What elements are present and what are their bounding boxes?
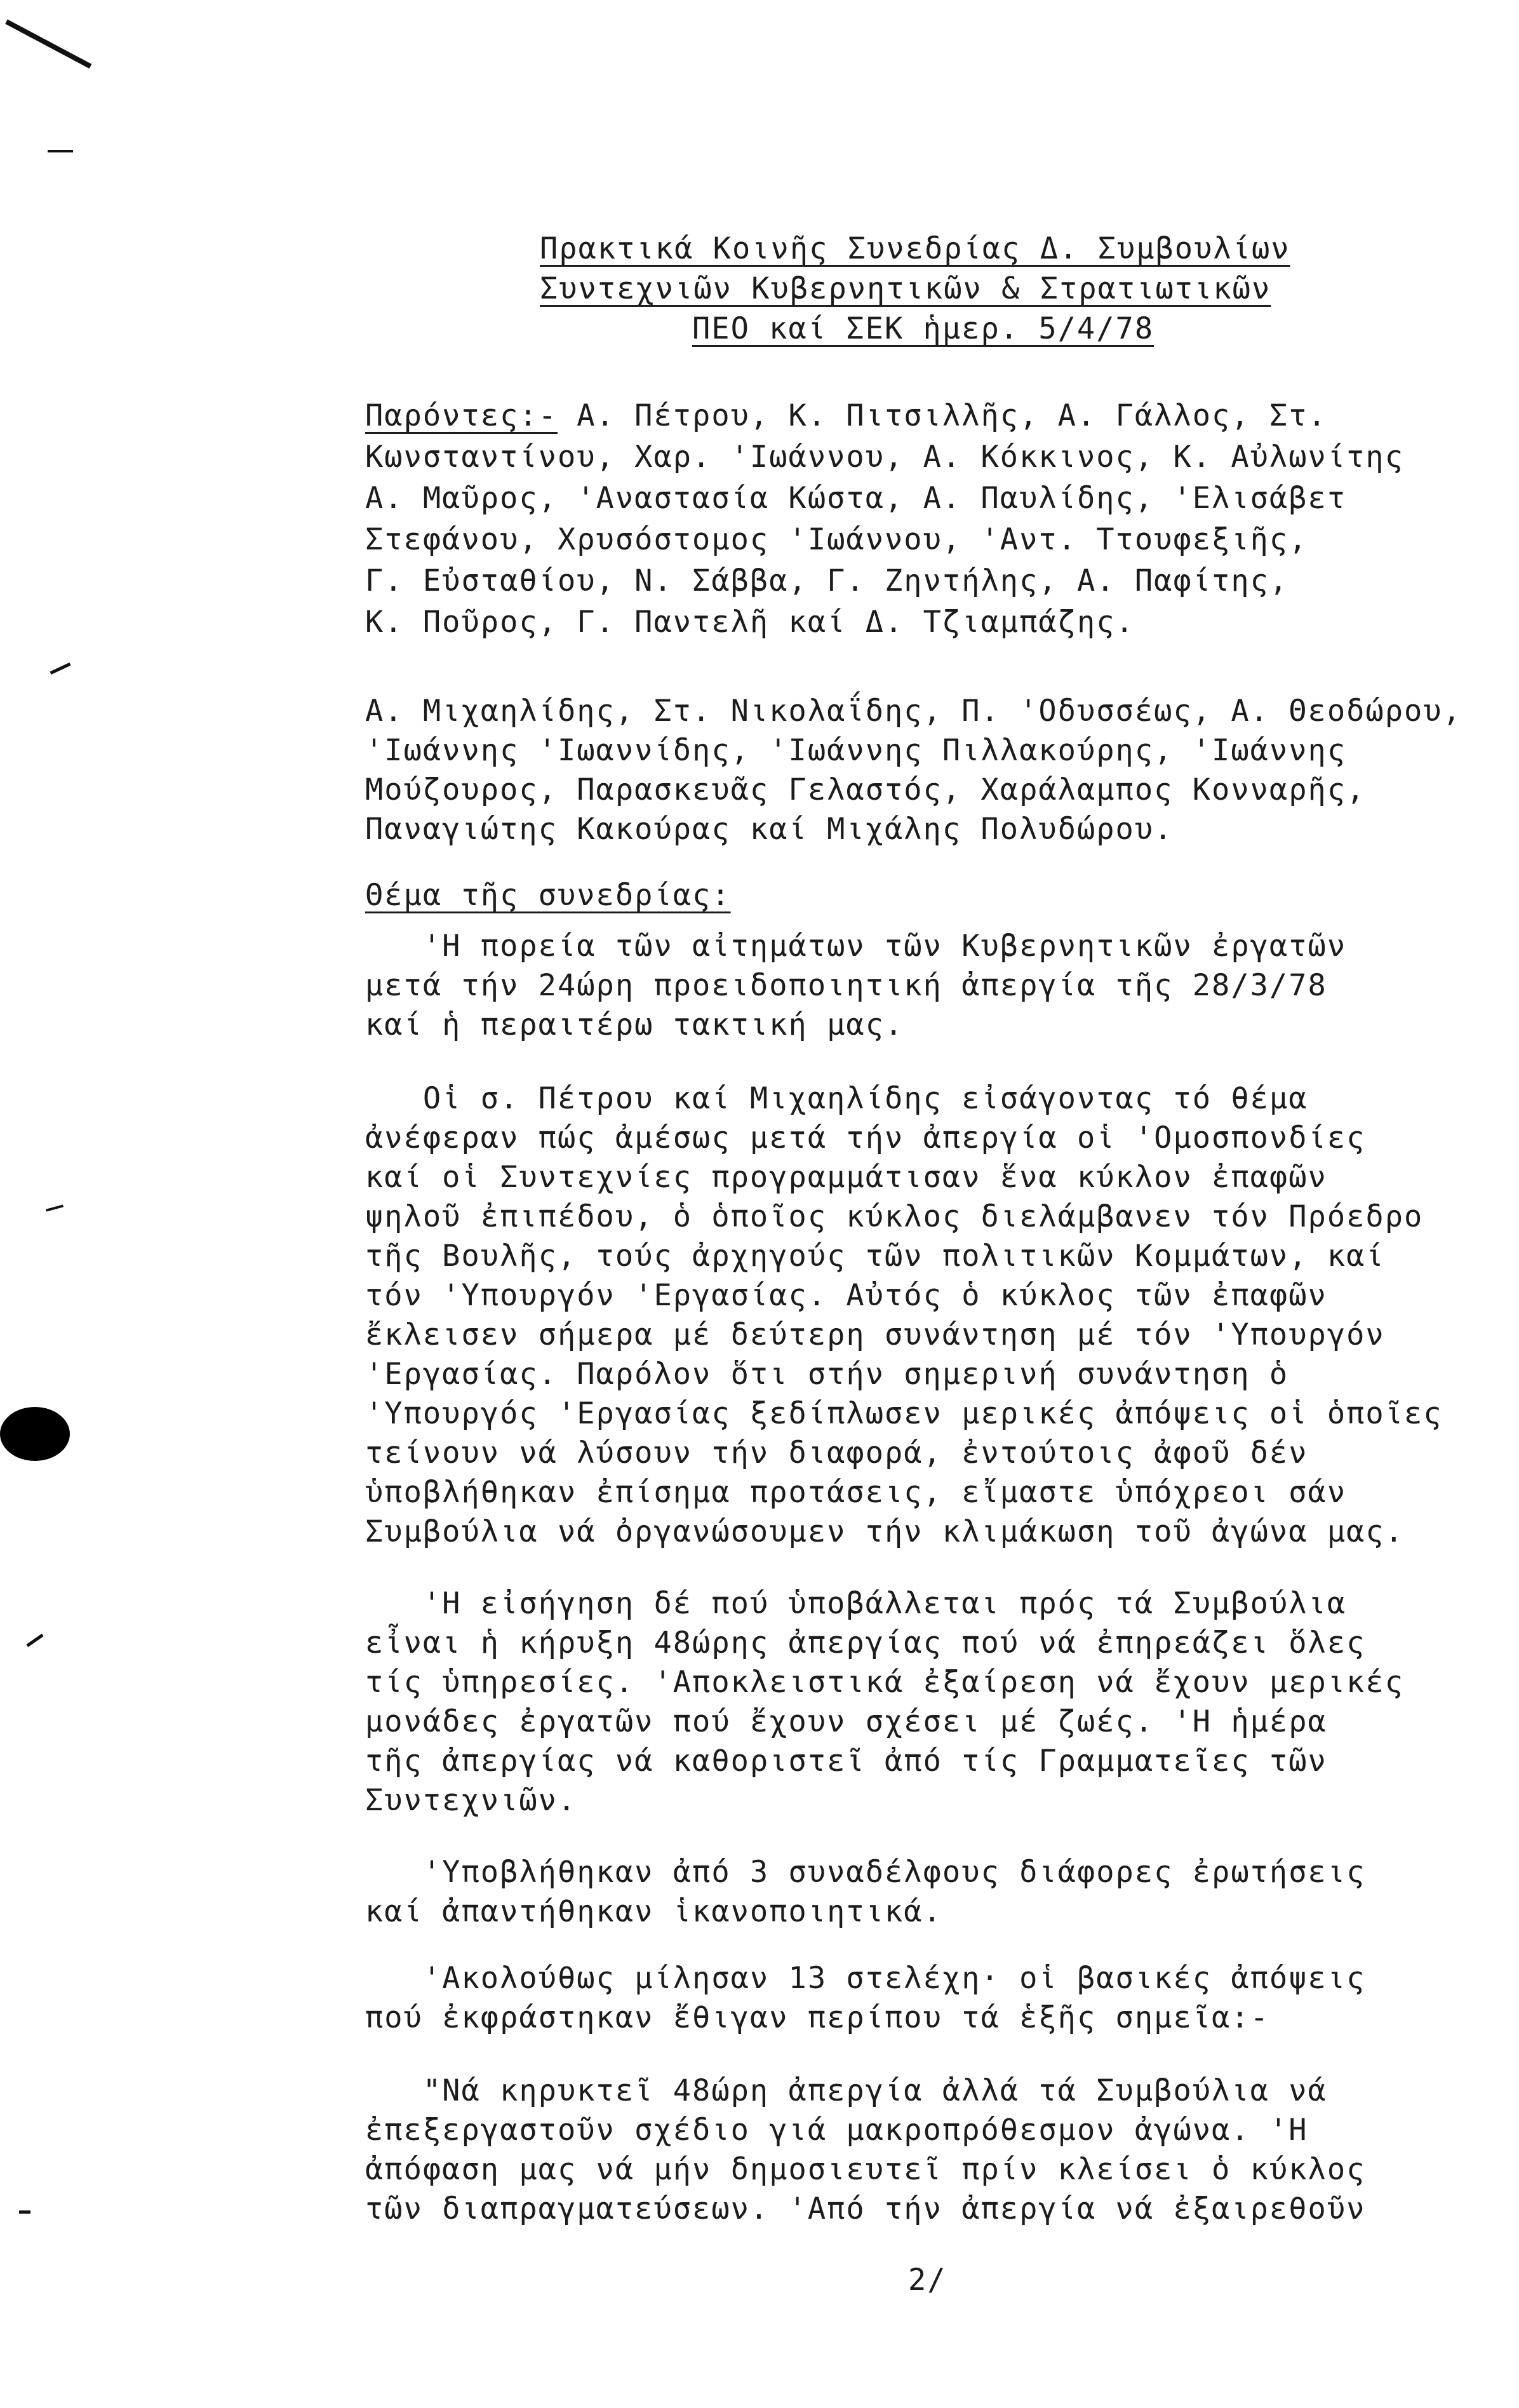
scan-mark-top — [5, 19, 91, 68]
p2-line-6: Συντεχνιῶν. — [365, 1783, 577, 1818]
p1-line-7: ἔκλεισεν σήμερα μέ δεύτερη συνάντηση μέ τόν 'Υπουργόν — [365, 1317, 1385, 1352]
p1-line-3: καί οἱ Συντεχνίες προγραμμάτισαν ἕνα κύκλον ἐπαφῶν — [365, 1160, 1327, 1195]
p1-line-6: τόν 'Υπουργόν 'Εργασίας. Αὐτός ὁ κύκλος τῶν ἐπαφῶν — [365, 1278, 1327, 1313]
present-line-3: Α. Μαῦρος, 'Αναστασία Κώστα, Α. Παυλίδης, 'Ελισάβετ — [365, 481, 1347, 516]
p2-line-5: τῆς ἀπεργίας νά καθοριστεῖ ἀπό τίς Γραμματεῖες τῶν — [365, 1744, 1327, 1779]
p1-line-10: τείνουν νά λύσουν τήν διαφορά, ἐντούτοις ἀφοῦ δέν — [365, 1436, 1308, 1470]
group2-line-4: Παναγιώτης Κακούρας καί Μιχάλης Πολυδώρου. — [365, 812, 1174, 847]
p3-line-1: 'Υποβλήθηκαν ἀπό 3 συναδέλφους διάφορες ἐρωτήσεις — [365, 1855, 1366, 1890]
present-line-1 — [365, 397, 1327, 435]
page-number: 2/ — [908, 2263, 947, 2297]
p5-line-4: τῶν διαπραγματεύσεων. 'Από τήν ἀπεργία νά ἐξαιρεθοῦν — [365, 2191, 1366, 2226]
p2-line-3: τίς ὑπηρεσίες. 'Αποκλειστικά ἐξαίρεση νά ἔχουν μερικές — [365, 1665, 1405, 1700]
group2-line-1: Α. Μιχαηλίδης, Στ. Νικολαΐδης, Π. 'Οδυσσέως, Α. Θεοδώρου, — [365, 694, 1462, 729]
present-line-4: Στεφάνου, Χρυσόστομος 'Ιωάννου, 'Αντ. Ττουφεξιῆς, — [365, 522, 1308, 557]
topic-line-1: 'Η πορεία τῶν αἰτημάτων τῶν Κυβερνητικῶν ἐργατῶν — [365, 929, 1347, 964]
p1-line-4: ψηλοῦ ἐπιπέδου, ὁ ὁποῖος κύκλος διελάμβανεν τόν Πρόεδρο — [365, 1199, 1424, 1234]
topic-line-2: μετά τήν 24ώρη προειδοποιητική ἀπεργία τῆς 28/3/78 — [365, 968, 1327, 1003]
scan-mark-y — [26, 1634, 43, 1647]
scan-mark-bottom — [19, 2210, 30, 2214]
p2-line-2: εἶναι ἡ κήρυξη 48ώρης ἀπεργίας πού νά ἐπηρεάζει ὅλες — [365, 1625, 1366, 1660]
p1-line-5: τῆς Βουλῆς, τούς ἀρχηγούς τῶν πολιτικῶν Κομμάτων, καί — [365, 1239, 1385, 1274]
group2-line-2: 'Ιωάννης 'Ιωαννίδης, 'Ιωάννης Πιλλακούρης, 'Ιωάννης — [365, 733, 1347, 768]
title-line-2: Συντεχνιῶν Κυβερνητικῶν & Στρατιωτικῶν — [540, 271, 1271, 306]
p1-line-12: Συμβούλια νά ὀργανώσουμεν τήν κλιμάκωση τοῦ ἀγώνα μας. — [365, 1514, 1405, 1549]
present-label: Παρόντες:- — [365, 398, 558, 433]
present-names-1: Α. Πέτρου, Κ. Πιτσιλλῆς, Α. Γάλλος, Στ. — [557, 398, 1327, 433]
p4-line-2: πού ἐκφράστηκαν ἔθιγαν περίπου τά ἑξῆς σημεῖα:- — [365, 2000, 1269, 2035]
scan-blob — [0, 1407, 70, 1461]
p3-line-2: καί ἀπαντήθηκαν ἱκανοποιητικά. — [365, 1894, 942, 1929]
p5-line-1: "Νά κηρυκτεῖ 48ώρη ἀπεργία ἀλλά τά Συμβούλια νά — [365, 2073, 1327, 2108]
group2-line-3: Μούζουρος, Παρασκευᾶς Γελαστός, Χαράλαμπος Κονναρῆς, — [365, 772, 1366, 807]
p4-line-1: 'Ακολούθως μίλησαν 13 στελέχη· οἱ βασικές ἀπόψεις — [365, 1961, 1366, 1996]
p1-line-9: 'Υπουργός 'Εργασίας ξεδίπλωσεν μερικές ἀπόψεις οἱ ὁποῖες — [365, 1396, 1443, 1431]
present-line-2: Κωνσταντίνου, Χαρ. 'Ιωάννου, Α. Κόκκινος, Κ. Αὐλωνίτης — [365, 440, 1405, 474]
p1-line-11: ὑποβλήθηκαν ἐπίσημα προτάσεις, εἴμαστε ὑπόχρεοι σάν — [365, 1475, 1347, 1510]
p2-line-4: μονάδες ἐργατῶν πού ἔχουν σχέσει μέ ζωές. 'Η ἡμέρα — [365, 1704, 1327, 1739]
title-line-1: Πρακτικά Κοινῆς Συνεδρίας Δ. Συμβουλίων — [540, 231, 1290, 266]
present-line-5: Γ. Εὐσταθίου, Ν. Σάββα, Γ. Ζηντήλης, Α. Παφίτης, — [365, 563, 1289, 598]
p1-line-1: Οἱ σ. Πέτρου καί Μιχαηλίδης εἰσάγοντας τό θέμα — [365, 1081, 1308, 1116]
scan-mark-tick — [50, 663, 71, 675]
p5-line-2: ἐπεξεργαστοῦν σχέδιο γιά μακροπρόθεσμον ἀγώνα. 'Η — [365, 2113, 1308, 2148]
topic-label: Θέμα τῆς συνεδρίας: — [365, 878, 731, 913]
title-line-3: ΠΕΟ καί ΣΕΚ ἡμερ. 5/4/78 — [692, 311, 1154, 346]
present-line-6: Κ. Ποῦρος, Γ. Παντελῆ καί Δ. Τζιαμπάζης. — [365, 605, 1135, 640]
topic-line-3: καί ἡ περαιτέρω τακτική μας. — [365, 1007, 904, 1042]
p1-line-8: 'Εργασίας. Παρόλον ὅτι στήν σημερινή συνάντηση ὁ — [365, 1357, 1289, 1392]
p5-line-3: ἀπόφαση μας νά μήν δημοσιευτεῖ πρίν κλείσει ὁ κύκλος — [365, 2152, 1366, 2187]
scan-mark-tick-2 — [46, 1204, 64, 1211]
p2-line-1: 'Η εἰσήγηση δέ πού ὑποβάλλεται πρός τά Συμβούλια — [365, 1586, 1347, 1621]
p1-line-2: ἀνέφεραν πώς ἀμέσως μετά τήν ἀπεργία οἱ 'Ομοσπονδίες — [365, 1120, 1366, 1155]
scan-mark-small — [48, 150, 73, 152]
